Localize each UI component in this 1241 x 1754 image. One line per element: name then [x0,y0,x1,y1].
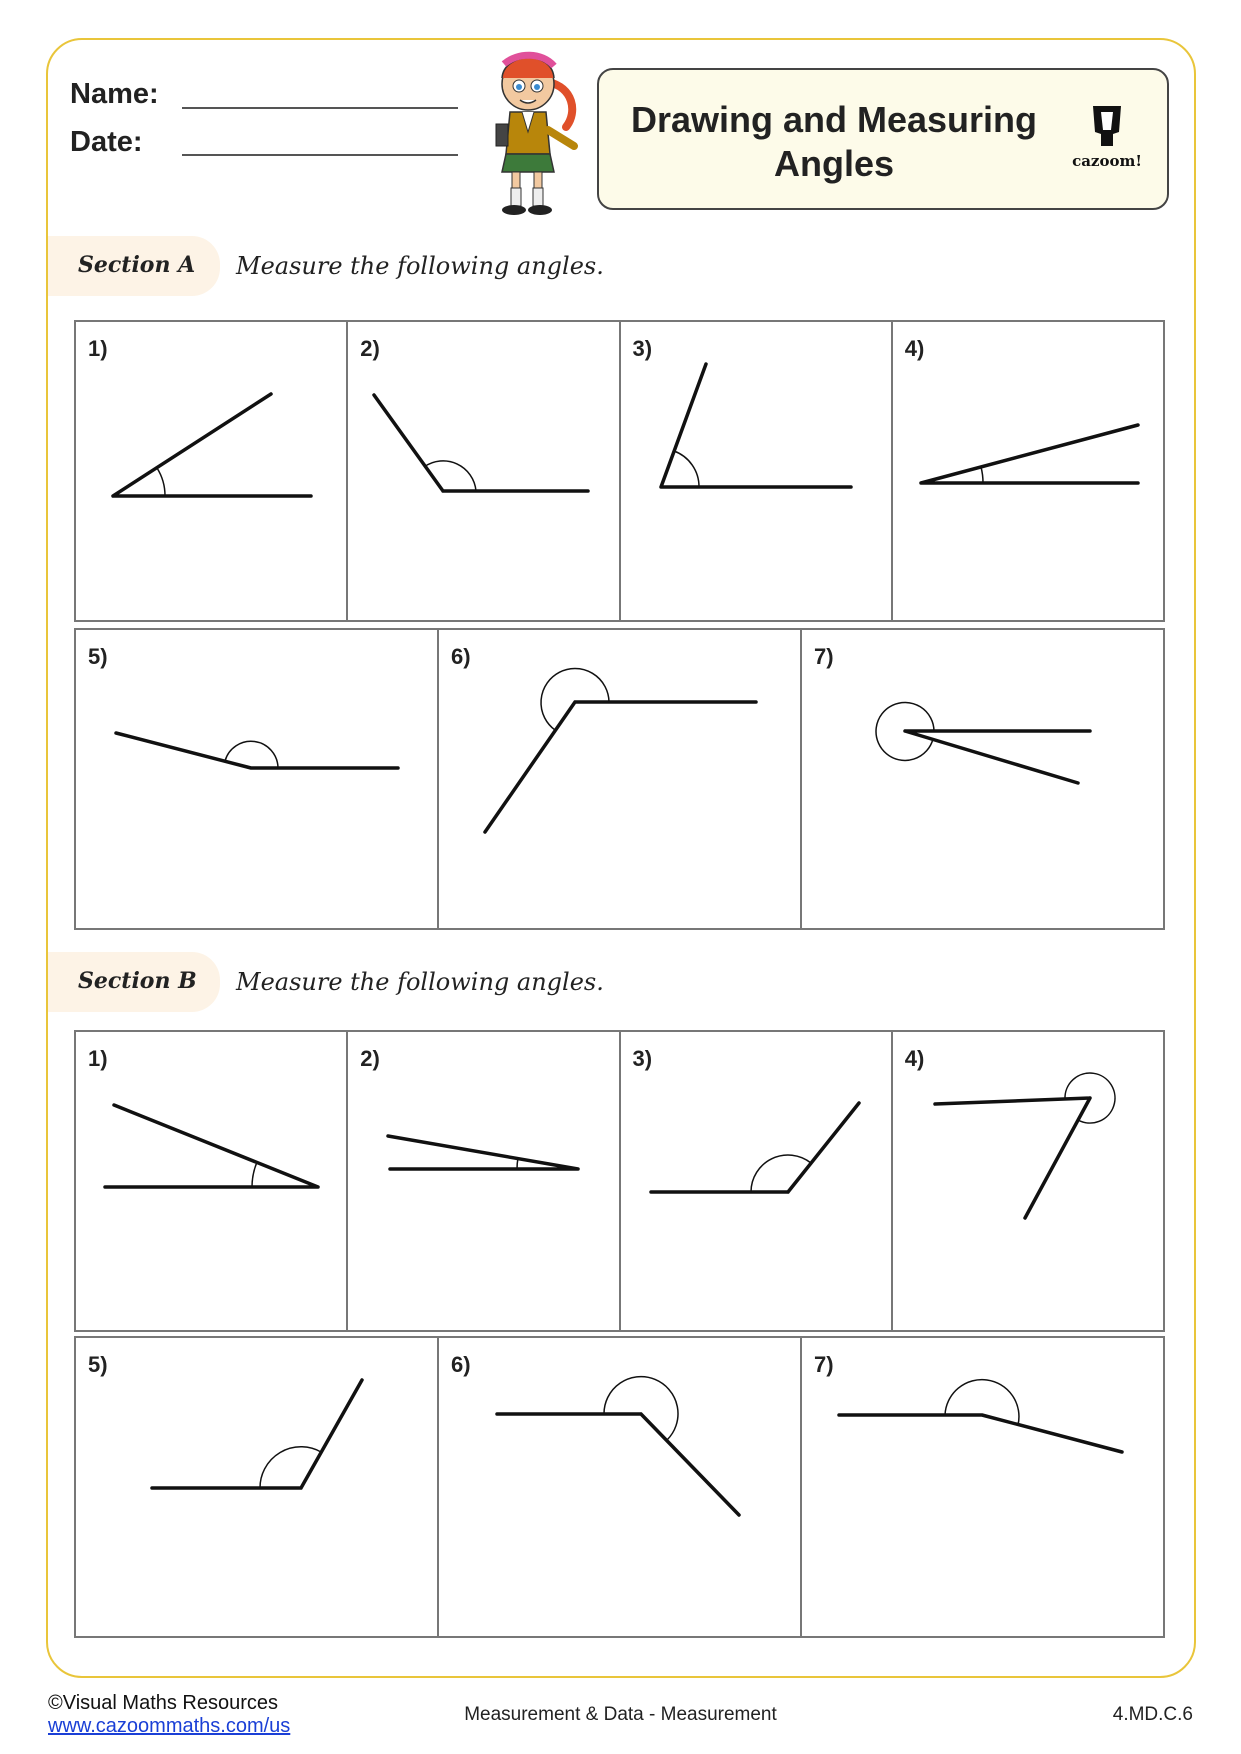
question-a7 [802,630,1163,928]
section-b-row-1 [74,1030,1165,1332]
section-a-label: Section A [78,252,196,278]
question-a4 [893,322,1163,620]
angle-diagram [621,322,891,620]
section-b-row-2 [74,1336,1165,1638]
name-label: Name: [70,78,159,110]
footer-topic: Measurement & Data - Measurement [464,1704,777,1725]
angle-diagram [439,1338,799,1636]
question-b5 [76,1338,439,1636]
question-a5 [76,630,439,928]
angle-diagram [802,630,1162,928]
section-a-row-1 [74,320,1165,622]
question-number: 6) [451,644,471,669]
question-number: 2) [360,1046,380,1071]
section-b-badge [48,952,220,1012]
section-b-label: Section B [78,968,197,994]
question-number: 3) [632,336,653,361]
date-field[interactable] [182,154,458,156]
angle-diagram [348,1032,618,1330]
question-b7 [802,1338,1163,1636]
footer-standard: 4.MD.C.6 [1112,1704,1193,1725]
question-a1 [76,322,348,620]
angle-diagram [802,1338,1162,1636]
title-box [597,68,1169,210]
question-b3 [621,1032,893,1330]
question-number: 4) [904,336,925,361]
question-number: 5) [88,644,108,669]
question-b4 [893,1032,1163,1330]
question-number: 7) [814,1352,834,1377]
section-a-instruction: Measure the following angles. [236,252,604,280]
question-a6 [439,630,802,928]
question-number: 6) [451,1352,471,1377]
footer-copyright: ©Visual Maths Resources [48,1692,279,1714]
question-number: 3) [632,1046,653,1071]
cazoom-logo [1061,104,1153,176]
question-a3 [621,322,893,620]
worksheet-title: Drawing and Measuring Angles [630,99,1038,184]
section-a-badge [48,236,220,296]
angle-diagram [893,322,1163,620]
angle-diagram [439,630,799,928]
question-number: 1) [88,1046,108,1071]
question-number: 7) [814,644,834,669]
question-number: 1) [88,336,108,361]
angle-diagram [76,1338,436,1636]
question-a2 [348,322,620,620]
section-a-row-2 [74,628,1165,930]
question-b1 [76,1032,348,1330]
question-b6 [439,1338,802,1636]
cartoon-girl-image [478,42,588,242]
question-b2 [348,1032,620,1330]
cazoom-logo-icon [1061,104,1153,152]
question-number: 5) [88,1352,108,1377]
question-number: 2) [360,336,380,361]
logo-text: cazoom! [1072,152,1142,170]
angle-diagram [76,322,346,620]
angle-diagram [893,1032,1163,1330]
question-number: 4) [904,1046,925,1071]
angle-diagram [76,1032,346,1330]
angle-diagram [76,630,436,928]
section-b-instruction: Measure the following angles. [236,968,604,996]
date-label: Date: [70,126,143,158]
name-field[interactable] [182,107,458,109]
angle-diagram [348,322,618,620]
angle-diagram [621,1032,891,1330]
footer-url-link[interactable]: www.cazoommaths.com/us [48,1715,291,1737]
